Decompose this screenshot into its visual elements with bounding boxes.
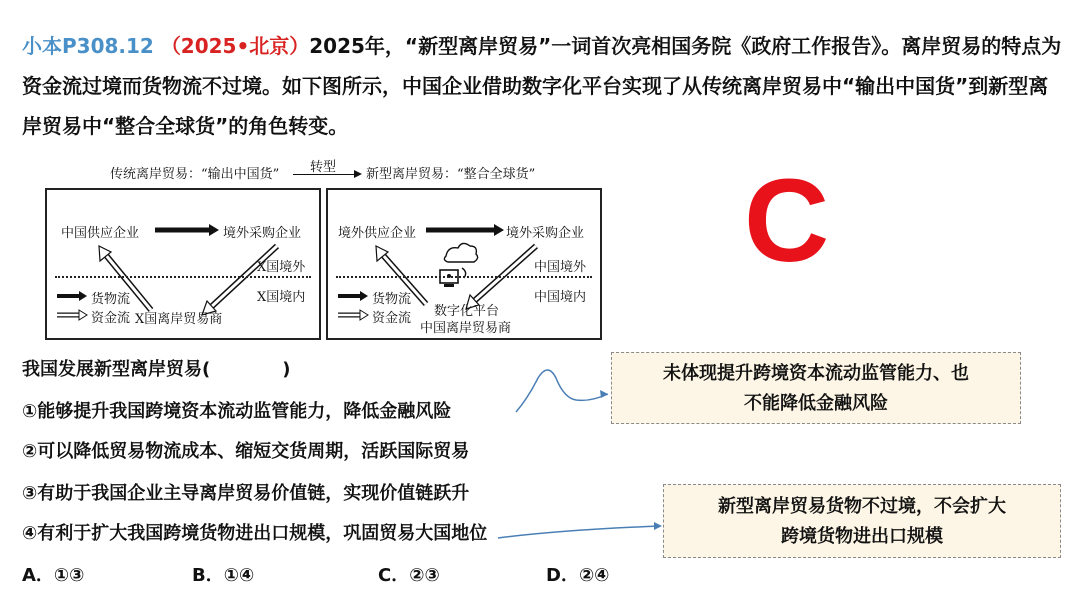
statement-3: ③有助于我国企业主导离岸贸易价值链，实现价值链跃升 (22, 483, 470, 504)
option-a[interactable]: A．①③ (22, 565, 85, 586)
statement-1: ①能够提升我国跨境资本流动监管能力，降低金融风险 (22, 401, 452, 422)
note-1-line-2: 不能降低金融风险 (744, 393, 888, 414)
supplier-label: 境外供应企业 (338, 226, 417, 241)
supplier-label: 中国供应企业 (61, 226, 140, 241)
statement-2: ②可以降低贸易物流成本、缩短交货周期，活跃国际贸易 (22, 441, 470, 462)
trader-label: X国离岸贸易商 (135, 312, 223, 327)
platform-label: 数字化平台 (434, 304, 500, 319)
legend-funds-label: 资金流 (372, 311, 412, 326)
buyer-label: 境外采购企业 (506, 226, 585, 241)
note-2-line-1: 新型离岸贸易货物不过境，不会扩大 (718, 496, 1006, 517)
transform-label: 转型 (310, 160, 337, 175)
note-box-1 (611, 352, 1021, 424)
trader-label: 中国离岸贸易商 (420, 321, 512, 336)
note-box-2 (663, 484, 1061, 558)
inside-label: 中国境内 (534, 290, 587, 305)
option-b[interactable]: B．①④ (192, 565, 255, 586)
legend-goods-label: 货物流 (91, 292, 131, 307)
option-c[interactable]: C．②③ (378, 565, 440, 586)
note-1-line-1: 未体现提升跨境资本流动监管能力、也 (663, 363, 969, 384)
statement-4: ④有利于扩大我国跨境货物进出口规模，巩固贸易大国地位 (22, 523, 488, 544)
note-2-line-2: 跨境货物进出口规模 (781, 526, 943, 547)
legend-goods-label: 货物流 (372, 292, 412, 307)
stem-text: 2025年，“新型离岸贸易”一词首次亮相国务院《政府工作报告》。离岸贸易的特点为资金流过境而货物流不过境。如下图所示，中国企业借助数字化平台实现了从传统离岸贸易中“输出中国货”到新型离岸贸易中“整合全球货”的角色转变。 (22, 34, 1062, 138)
option-d[interactable]: D．②④ (546, 565, 610, 586)
legend-funds-label: 资金流 (91, 311, 131, 326)
caption-traditional: 传统离岸贸易：“输出中国货” (110, 167, 280, 182)
buyer-label: 境外采购企业 (223, 226, 302, 241)
question-prompt: 我国发展新型离岸贸易( ) (22, 359, 291, 380)
inside-label: X国境内 (257, 290, 306, 305)
caption-new: 新型离岸贸易：“整合全球货” (366, 167, 536, 182)
region-tag: （2025•北京） (160, 34, 310, 58)
source-tag: 小本P308.12 (22, 34, 154, 58)
outside-label: 中国境外 (534, 260, 587, 275)
answer-letter: C (744, 155, 830, 287)
outside-label: X国境外 (257, 260, 306, 275)
